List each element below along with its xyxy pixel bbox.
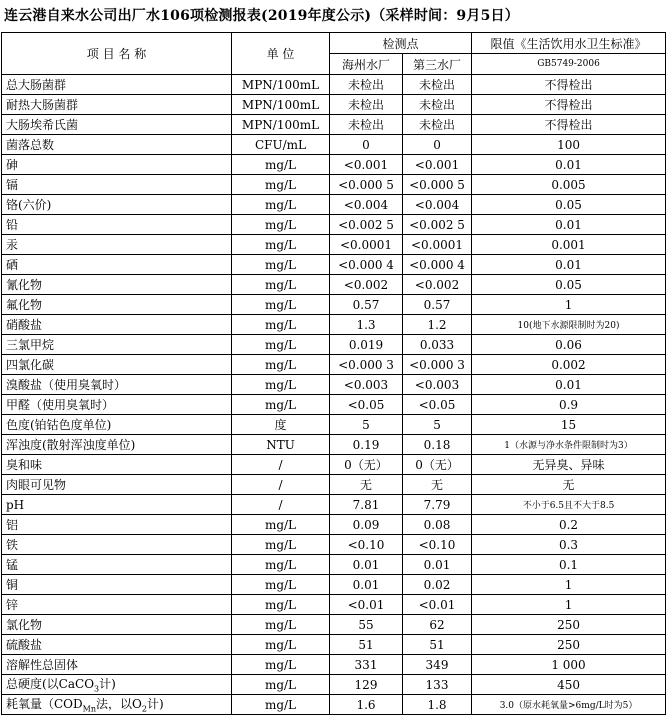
name-part: 计) — [99, 677, 116, 692]
value-third: 0.01 — [403, 555, 472, 575]
table-row — [2, 355, 666, 375]
limit-value: 0.05 — [472, 195, 666, 215]
item-unit: mg/L — [232, 195, 330, 215]
table-row — [2, 455, 666, 475]
limit-value: 0.05 — [472, 275, 666, 295]
item-name: 硒 — [2, 255, 232, 275]
table-row — [2, 215, 666, 235]
value-third: 0.57 — [403, 295, 472, 315]
header-standard: 限值《生活饮用水卫生标准》 — [472, 33, 666, 54]
item-unit: mg/L — [232, 635, 330, 655]
item-unit: mg/L — [232, 655, 330, 675]
item-name: 砷 — [2, 155, 232, 175]
table-row — [2, 495, 666, 515]
limit-value: 1 — [472, 595, 666, 615]
value-haizhou: <0.001 — [330, 155, 403, 175]
value-third: 0.18 — [403, 435, 472, 455]
table-row — [2, 175, 666, 195]
table-row — [2, 415, 666, 435]
value-haizhou: 129 — [330, 675, 403, 695]
value-third: 51 — [403, 635, 472, 655]
table-row — [2, 295, 666, 315]
value-third: 未检出 — [403, 95, 472, 115]
header-unit: 单 位 — [232, 33, 330, 75]
table-row — [2, 655, 666, 675]
value-third: 0 — [403, 135, 472, 155]
table-row — [2, 635, 666, 655]
value-third: <0.10 — [403, 535, 472, 555]
item-name: 总大肠菌群 — [2, 75, 232, 95]
item-name: 色度(铂钴色度单位) — [2, 415, 232, 435]
item-unit: / — [232, 495, 330, 515]
report-table — [1, 32, 666, 715]
item-name: 溶解性总固体 — [2, 655, 232, 675]
table-row — [2, 75, 666, 95]
limit-value: 0.005 — [472, 175, 666, 195]
table-row — [2, 595, 666, 615]
value-third: 0.02 — [403, 575, 472, 595]
item-unit: mg/L — [232, 375, 330, 395]
table-row — [2, 555, 666, 575]
limit-value: 0.9 — [472, 395, 666, 415]
value-haizhou: <0.000 5 — [330, 175, 403, 195]
limit-value: 0.01 — [472, 155, 666, 175]
item-name: 溴酸盐（使用臭氧时） — [2, 375, 232, 395]
table-row — [2, 115, 666, 135]
value-third: <0.001 — [403, 155, 472, 175]
item-unit: mg/L — [232, 295, 330, 315]
item-unit: / — [232, 475, 330, 495]
item-name: 铁 — [2, 535, 232, 555]
table-row — [2, 155, 666, 175]
table-row — [2, 395, 666, 415]
value-haizhou: 0.01 — [330, 555, 403, 575]
limit-value: 不得检出 — [472, 95, 666, 115]
value-haizhou: 无 — [330, 475, 403, 495]
header-plant-haizhou: 海州水厂 — [330, 54, 403, 75]
limit-value: 不得检出 — [472, 115, 666, 135]
item-name: 大肠埃希氏菌 — [2, 115, 232, 135]
header-plant-third: 第三水厂 — [403, 54, 472, 75]
table-row — [2, 315, 666, 335]
item-unit: MPN/100mL — [232, 75, 330, 95]
item-name: 硫酸盐 — [2, 635, 232, 655]
item-unit: mg/L — [232, 335, 330, 355]
item-name: 甲醛（使用臭氧时） — [2, 395, 232, 415]
item-unit: mg/L — [232, 575, 330, 595]
value-third: <0.000 4 — [403, 255, 472, 275]
table-row — [2, 95, 666, 115]
value-third: 1.8 — [403, 695, 472, 715]
item-name: 硝酸盐 — [2, 315, 232, 335]
value-haizhou: 331 — [330, 655, 403, 675]
limit-value: 不得检出 — [472, 75, 666, 95]
limit-value: 250 — [472, 635, 666, 655]
value-haizhou: 51 — [330, 635, 403, 655]
value-haizhou: 1.6 — [330, 695, 403, 715]
value-third: 349 — [403, 655, 472, 675]
item-name — [2, 695, 232, 715]
value-haizhou: 7.81 — [330, 495, 403, 515]
item-name: 铅 — [2, 215, 232, 235]
limit-value: 0.2 — [472, 515, 666, 535]
table-row — [2, 135, 666, 155]
item-unit: mg/L — [232, 175, 330, 195]
item-unit: mg/L — [232, 275, 330, 295]
item-unit: / — [232, 455, 330, 475]
value-third: <0.05 — [403, 395, 472, 415]
item-unit: CFU/mL — [232, 135, 330, 155]
value-haizhou: <0.002 — [330, 275, 403, 295]
item-unit: mg/L — [232, 615, 330, 635]
name-part: 法，以O — [96, 697, 142, 712]
value-haizhou: 0 — [330, 135, 403, 155]
item-name: 铬(六价) — [2, 195, 232, 215]
header-item: 项 目 名 称 — [2, 33, 232, 75]
name-part: 计) — [146, 697, 164, 712]
item-name: 耐热大肠菌群 — [2, 95, 232, 115]
item-name: 臭和味 — [2, 455, 232, 475]
name-part: 耗氧量（COD — [6, 697, 83, 712]
item-unit: MPN/100mL — [232, 115, 330, 135]
value-third: <0.01 — [403, 595, 472, 615]
table-row — [2, 375, 666, 395]
value-haizhou: 未检出 — [330, 115, 403, 135]
item-unit: MPN/100mL — [232, 95, 330, 115]
item-name — [2, 675, 232, 695]
value-haizhou: 0.57 — [330, 295, 403, 315]
value-third: 无 — [403, 475, 472, 495]
item-name: 锌 — [2, 595, 232, 615]
value-third: <0.002 — [403, 275, 472, 295]
table-row — [2, 675, 666, 695]
value-haizhou: <0.002 5 — [330, 215, 403, 235]
limit-value: 10(地下水源限制时为20) — [472, 315, 666, 335]
value-third: <0.000 3 — [403, 355, 472, 375]
limit-value: 0.01 — [472, 255, 666, 275]
value-haizhou: <0.10 — [330, 535, 403, 555]
name-part: 总硬度(以CaCO — [6, 677, 95, 692]
item-unit: mg/L — [232, 395, 330, 415]
value-third: <0.002 5 — [403, 215, 472, 235]
value-haizhou: <0.05 — [330, 395, 403, 415]
item-unit: mg/L — [232, 235, 330, 255]
name-subscript: 2 — [141, 704, 147, 714]
value-third: 7.79 — [403, 495, 472, 515]
value-haizhou: <0.0001 — [330, 235, 403, 255]
limit-value: 1（水源与净水条件限制时为3） — [472, 435, 666, 455]
table-row — [2, 475, 666, 495]
item-name: 镉 — [2, 175, 232, 195]
limit-value: 0.01 — [472, 375, 666, 395]
table-row — [2, 335, 666, 355]
header-row — [2, 33, 666, 54]
value-third: 5 — [403, 415, 472, 435]
item-unit: mg/L — [232, 315, 330, 335]
value-haizhou: 1.3 — [330, 315, 403, 335]
table-row — [2, 195, 666, 215]
value-third: 未检出 — [403, 75, 472, 95]
item-name: 氟化物 — [2, 295, 232, 315]
limit-value: 0.1 — [472, 555, 666, 575]
limit-value: 0.001 — [472, 235, 666, 255]
table-row — [2, 515, 666, 535]
limit-value: 无 — [472, 475, 666, 495]
table-row — [2, 575, 666, 595]
value-third: 未检出 — [403, 115, 472, 135]
value-third: <0.003 — [403, 375, 472, 395]
table-row — [2, 695, 666, 715]
header-standard-code: GB5749-2006 — [472, 54, 666, 75]
item-name: 铜 — [2, 575, 232, 595]
item-name: 浑浊度(散射浑浊度单位) — [2, 435, 232, 455]
table-row — [2, 255, 666, 275]
item-unit: mg/L — [232, 355, 330, 375]
item-unit: mg/L — [232, 255, 330, 275]
limit-value: 不小于6.5且不大于8.5 — [472, 495, 666, 515]
item-unit: mg/L — [232, 595, 330, 615]
item-unit: mg/L — [232, 155, 330, 175]
item-name: 汞 — [2, 235, 232, 255]
item-unit: NTU — [232, 435, 330, 455]
value-haizhou: 0.01 — [330, 575, 403, 595]
value-haizhou: 5 — [330, 415, 403, 435]
item-unit: mg/L — [232, 535, 330, 555]
item-unit: mg/L — [232, 695, 330, 715]
item-unit: mg/L — [232, 555, 330, 575]
item-name: 氯化物 — [2, 615, 232, 635]
value-third: 0.08 — [403, 515, 472, 535]
value-third: <0.000 5 — [403, 175, 472, 195]
report-title: 连云港自来水公司出厂水106项检测报表(2019年度公示)（采样时间：9月5日） — [4, 8, 519, 24]
item-unit: mg/L — [232, 215, 330, 235]
item-name: 菌落总数 — [2, 135, 232, 155]
limit-value: 1 — [472, 295, 666, 315]
item-name: 三氯甲烷 — [2, 335, 232, 355]
limit-value: 无异臭、异味 — [472, 455, 666, 475]
value-third: 0（无） — [403, 455, 472, 475]
limit-value: 0.3 — [472, 535, 666, 555]
limit-value: 0.01 — [472, 215, 666, 235]
value-haizhou: 未检出 — [330, 75, 403, 95]
limit-value: 0.06 — [472, 335, 666, 355]
value-third: 133 — [403, 675, 472, 695]
name-subscript: Mn — [82, 704, 96, 714]
item-name: 四氯化碳 — [2, 355, 232, 375]
value-third: <0.0001 — [403, 235, 472, 255]
limit-value: 450 — [472, 675, 666, 695]
limit-value: 0.002 — [472, 355, 666, 375]
name-subscript: 3 — [94, 684, 100, 694]
value-haizhou: 未检出 — [330, 95, 403, 115]
item-name: pH — [2, 495, 232, 515]
value-haizhou: <0.004 — [330, 195, 403, 215]
limit-value: 1 — [472, 575, 666, 595]
table-row — [2, 615, 666, 635]
value-third: 1.2 — [403, 315, 472, 335]
value-haizhou: <0.000 4 — [330, 255, 403, 275]
item-unit: 度 — [232, 415, 330, 435]
limit-value: 3.0（原水耗氧量>6mg/L时为5） — [472, 695, 666, 715]
value-haizhou: 0.19 — [330, 435, 403, 455]
item-unit: mg/L — [232, 675, 330, 695]
limit-value: 250 — [472, 615, 666, 635]
value-haizhou: <0.01 — [330, 595, 403, 615]
item-unit: mg/L — [232, 515, 330, 535]
value-haizhou: 55 — [330, 615, 403, 635]
limit-value: 100 — [472, 135, 666, 155]
value-third: <0.004 — [403, 195, 472, 215]
value-haizhou: <0.003 — [330, 375, 403, 395]
item-name: 锰 — [2, 555, 232, 575]
table-row — [2, 435, 666, 455]
limit-value: 1 000 — [472, 655, 666, 675]
table-row — [2, 235, 666, 255]
item-name: 氰化物 — [2, 275, 232, 295]
value-haizhou: <0.000 3 — [330, 355, 403, 375]
value-haizhou: 0.09 — [330, 515, 403, 535]
item-name: 肉眼可见物 — [2, 475, 232, 495]
header-detect-point: 检测点 — [330, 33, 472, 54]
item-name: 铝 — [2, 515, 232, 535]
value-haizhou: 0.019 — [330, 335, 403, 355]
table-row — [2, 275, 666, 295]
value-haizhou: 0（无） — [330, 455, 403, 475]
value-third: 0.033 — [403, 335, 472, 355]
table-row — [2, 535, 666, 555]
value-third: 62 — [403, 615, 472, 635]
limit-value: 15 — [472, 415, 666, 435]
